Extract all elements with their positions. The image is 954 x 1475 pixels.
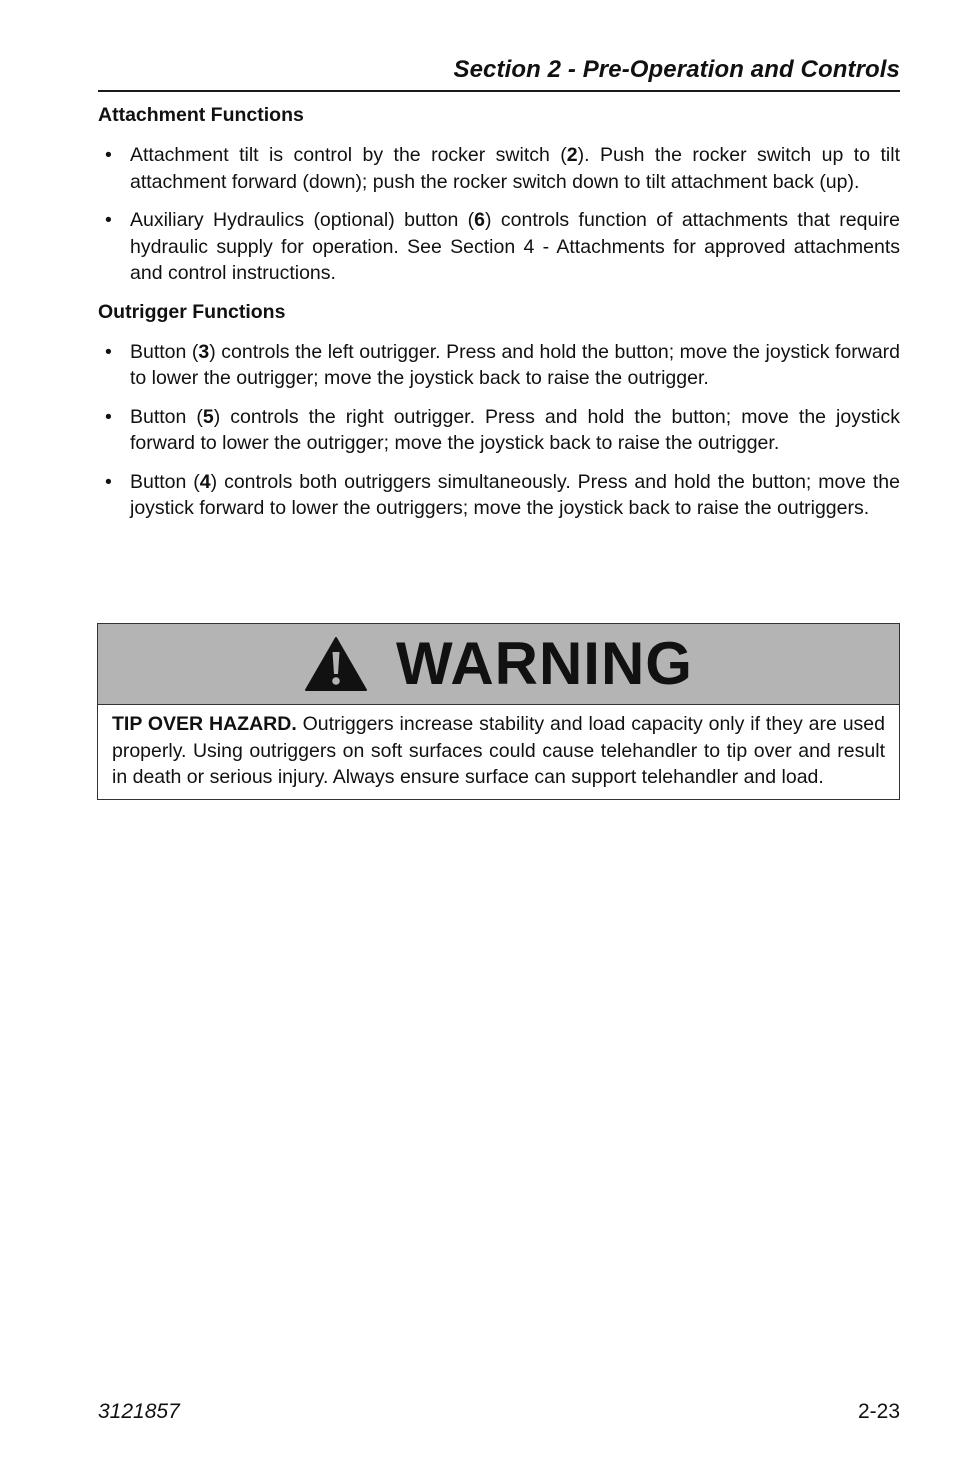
- page-number: 2-23: [857, 1400, 900, 1423]
- warning-title: WARNING: [396, 630, 693, 697]
- warning-text: Outriggers increase stability and load capacity only if they are used properly. Using outriggers on soft surfaces could cause telehandler to tip over and result in death or serious injury. Always ensure surface can support telehandler and load.: [112, 713, 885, 788]
- warning-lead: TIP OVER HAZARD.: [112, 713, 297, 735]
- bullet-icon: •: [105, 470, 112, 493]
- list-item: • Auxiliary Hydraulics (optional) button (6) controls function of attachments that require hydraulic supply for operation. See Section 4 - Attachments for approved attachments and control instructions.: [105, 209, 900, 284]
- attachment-functions-heading: Attachment Functions: [98, 104, 304, 126]
- control-number: 5: [202, 405, 214, 428]
- bullet-icon: •: [105, 340, 112, 363]
- list-item: • Button (4) controls both outriggers simultaneously. Press and hold the button; move the joystick forward to lower the outriggers; move the joystick back to raise the outriggers.: [105, 470, 900, 519]
- attachment-functions-list: [98, 142, 900, 287]
- outrigger-functions-heading: Outrigger Functions: [98, 300, 286, 323]
- control-number: 4: [199, 470, 211, 493]
- document-number: 3121857: [98, 1400, 180, 1423]
- bullet-icon: •: [105, 144, 112, 166]
- warning-triangle-icon: [304, 636, 368, 692]
- warning-banner: [98, 624, 899, 705]
- warning-box: [97, 623, 900, 800]
- warning-body: [98, 705, 899, 799]
- outrigger-functions-list: [98, 339, 900, 522]
- section-title: Section 2 - Pre-Operation and Controls: [453, 56, 900, 83]
- page-header: [98, 56, 900, 92]
- list-item: • Button (3) controls the left outrigger. Press and hold the button; move the joystick forward to lower the outrigger; move the joystick back to raise the outrigger.: [105, 340, 900, 389]
- page-content: [98, 102, 900, 534]
- control-number: 2: [566, 144, 578, 166]
- bullet-icon: •: [105, 405, 112, 428]
- bullet-icon: •: [105, 209, 112, 231]
- control-number: 6: [474, 209, 486, 231]
- control-number: 3: [198, 340, 210, 363]
- list-item: • Attachment tilt is control by the rocker switch (2). Push the rocker switch up to tilt attachment forward (down); push the rocker switch down to tilt attachment back (up).: [105, 144, 900, 193]
- list-item: • Button (5) controls the right outrigger. Press and hold the button; move the joystick forward to lower the outrigger; move the joystick back to raise the outrigger.: [105, 405, 900, 454]
